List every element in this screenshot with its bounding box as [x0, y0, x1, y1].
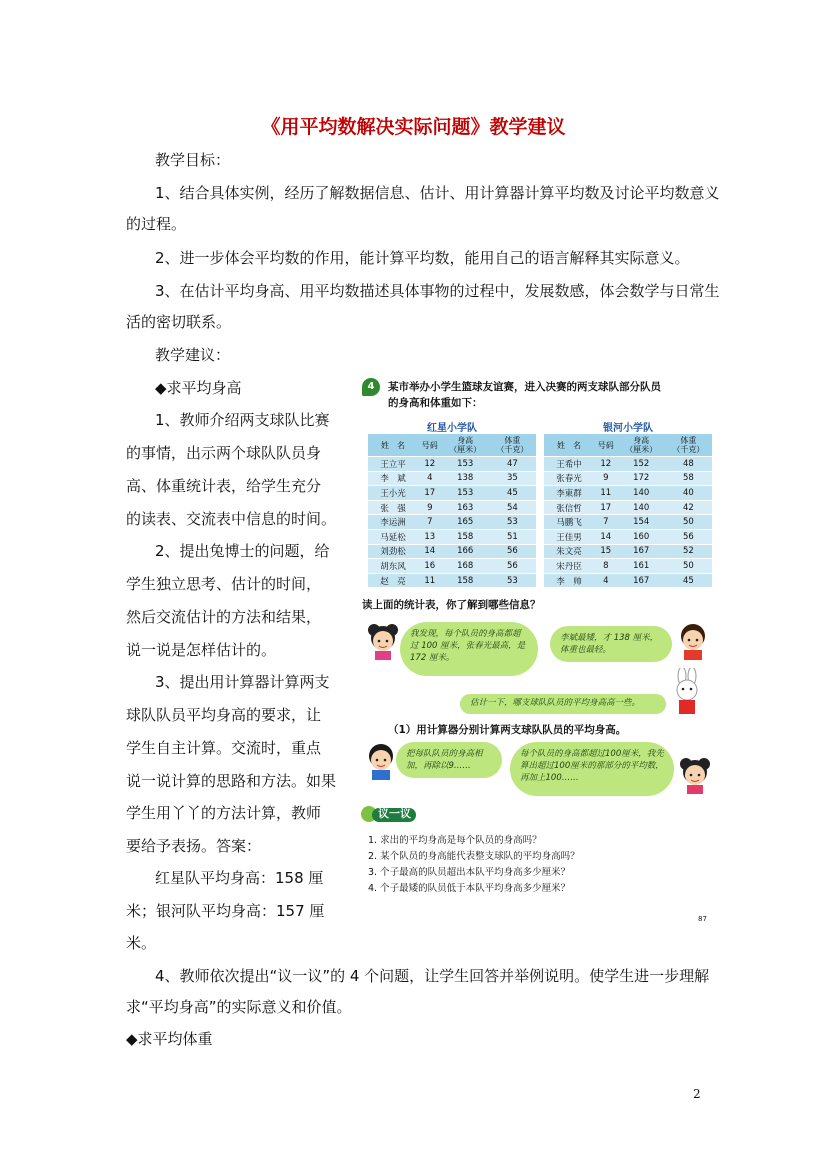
- table-cell: 172: [618, 471, 665, 486]
- table-cell: 4: [594, 573, 618, 588]
- table-cell: 马鹏飞: [544, 515, 594, 530]
- left-column-line: 高、体重统计表，给学生充分: [126, 477, 322, 495]
- left-column-line: 说一说计算的思路和方法。如果: [126, 772, 337, 790]
- table-row: [368, 515, 536, 530]
- table-cell: 8: [594, 559, 618, 574]
- left-column-line: 1、教师介绍两支球队比赛: [155, 411, 330, 429]
- column-header: 体重 （千克）: [489, 434, 536, 457]
- table-cell: 51: [489, 529, 536, 544]
- table-cell: 58: [665, 471, 712, 486]
- left-column-line: 然后交流估计的方法和结果，: [126, 608, 322, 626]
- table-cell: 56: [489, 544, 536, 559]
- figure-intro: 某市举办小学生篮球友谊赛，进入决赛的两支球队部分队员: [388, 381, 661, 393]
- discuss-question: 4. 个子最矮的队员低于本队平均身高多少厘米？: [368, 883, 571, 894]
- table-cell: 王小光: [368, 486, 418, 501]
- girl-2-avatar-icon: [678, 754, 712, 794]
- discuss-question: 2. 某个队员的身高能代表整支球队的平均身高吗？: [368, 851, 580, 862]
- table-cell: 165: [442, 515, 489, 530]
- column-header: 姓 名: [368, 434, 418, 457]
- table-cell: 35: [489, 471, 536, 486]
- table-cell: 167: [618, 544, 665, 559]
- table-cell: 138: [442, 471, 489, 486]
- left-column-line: 3、提出用计算器计算两支: [155, 673, 330, 691]
- left-column-line: 学生独立思考、估计的时间，: [126, 575, 322, 593]
- table-cell: 张信哲: [544, 500, 594, 515]
- table-cell: 56: [665, 529, 712, 544]
- table-cell: 153: [442, 457, 489, 472]
- table-cell: 14: [594, 529, 618, 544]
- table-cell: 160: [618, 529, 665, 544]
- column-header: 号码: [418, 434, 442, 457]
- table-cell: 12: [594, 457, 618, 472]
- table-row: [544, 486, 712, 501]
- table-cell: 刘劲松: [368, 544, 418, 559]
- table-cell: 李运洲: [368, 515, 418, 530]
- table-cell: 158: [442, 573, 489, 588]
- goal-3: 3、在估计平均身高、用平均数描述具体事物的过程中，发展数感，体会数学与日常生: [155, 282, 720, 300]
- example-badge: 4: [362, 378, 380, 396]
- page-number: 2: [693, 1087, 701, 1101]
- table-cell: 163: [442, 500, 489, 515]
- table-cell: 154: [618, 515, 665, 530]
- table-row: [368, 559, 536, 574]
- table-cell: 166: [442, 544, 489, 559]
- task-1: （1）用计算器分别计算两支球队队员的平均身高。: [388, 724, 627, 736]
- boy-avatar-icon: [676, 620, 710, 660]
- table-row: [544, 457, 712, 472]
- table-cell: 153: [442, 486, 489, 501]
- left-column-line: 的事情，出示两个球队队员身: [126, 444, 322, 462]
- table-cell: 王希中: [544, 457, 594, 472]
- speech-bubble-4: 把每队队员的身高相加，再除以9……: [396, 742, 502, 778]
- table-cell: 42: [665, 500, 712, 515]
- textbook-figure: [360, 376, 718, 924]
- table-row: [368, 457, 536, 472]
- table-cell: 140: [618, 486, 665, 501]
- table-cell: 47: [489, 457, 536, 472]
- table-cell: 56: [489, 559, 536, 574]
- goals-heading: 教学目标：: [155, 151, 231, 169]
- read-question: 读上面的统计表，你了解到哪些信息？: [362, 599, 541, 611]
- table-cell: 马延松: [368, 529, 418, 544]
- table-row: [544, 573, 712, 588]
- section-average-height: ◆求平均身高: [155, 379, 242, 397]
- table-cell: 张春光: [544, 471, 594, 486]
- figure-intro-cont: 的身高和体重如下：: [388, 397, 483, 409]
- table-cell: 7: [418, 515, 442, 530]
- table-cell: 45: [489, 486, 536, 501]
- table-row: [368, 529, 536, 544]
- goal-1-cont: 的过程。: [126, 215, 187, 233]
- table-cell: 11: [594, 486, 618, 501]
- table-cell: 17: [594, 500, 618, 515]
- speech-bubble-1: 我发现，每个队员的身高都超过 100 厘米，张春光最高，是 172 厘米。: [400, 622, 538, 676]
- table-cell: 王佳男: [544, 529, 594, 544]
- table-cell: 53: [489, 573, 536, 588]
- table-cell: 11: [418, 573, 442, 588]
- table-cell: 赵 亮: [368, 573, 418, 588]
- speech-bubble-3: 估计一下，哪支球队队员的平均身高高一些。: [460, 694, 666, 714]
- section-average-weight: ◆求平均体重: [126, 1030, 213, 1048]
- goal-3-cont: 活的密切联系。: [126, 313, 232, 331]
- page-title: 《用平均数解决实际问题》教学建议: [261, 116, 566, 138]
- column-header: 姓 名: [544, 434, 594, 457]
- left-column-line: 说一说是怎样估计的。: [126, 641, 277, 659]
- left-column-line: 米；银河队平均身高：157 厘: [126, 902, 325, 920]
- speech-bubble-5: 每个队员的身高都超过100厘米，我先算出超过100厘米的那部分的平均数，再加上100……: [510, 742, 674, 796]
- table-cell: 李東群: [544, 486, 594, 501]
- left-column-line: 米。: [126, 934, 157, 952]
- table-cell: 161: [618, 559, 665, 574]
- table-cell: 140: [618, 500, 665, 515]
- discuss-label: 议一议: [378, 807, 411, 820]
- table-cell: 40: [665, 486, 712, 501]
- table-red-star: [368, 418, 536, 588]
- table-cell: 12: [418, 457, 442, 472]
- table-cell: 李 斌: [368, 471, 418, 486]
- table-cell: 48: [665, 457, 712, 472]
- girl-avatar-icon: [366, 620, 400, 660]
- left-column-line: 要给予表扬。答案：: [126, 837, 262, 855]
- table-cell: 胡东风: [368, 559, 418, 574]
- table-cell: 7: [594, 515, 618, 530]
- table-row: [368, 471, 536, 486]
- left-column-line: 的读表、交流表中信息的时间。: [126, 510, 337, 528]
- table-cell: 朱文亮: [544, 544, 594, 559]
- goal-2: 2、进一步体会平均数的作用，能计算平均数，能用自己的语言解释其实际意义。: [155, 249, 690, 267]
- left-column-line: 2、提出兔博士的问题，给: [155, 542, 330, 560]
- table-cell: 宋丹臣: [544, 559, 594, 574]
- table-galaxy: [544, 418, 712, 588]
- table-cell: 张 强: [368, 500, 418, 515]
- table-row: [544, 529, 712, 544]
- column-header: 身高 （厘米）: [618, 434, 665, 457]
- book-page-number: 87: [698, 915, 707, 923]
- table-row: [544, 544, 712, 559]
- team-name: 红星小学队: [368, 418, 536, 434]
- table-cell: 167: [618, 573, 665, 588]
- table-row: [368, 544, 536, 559]
- table-cell: 54: [489, 500, 536, 515]
- table-row: [544, 515, 712, 530]
- table-cell: 168: [442, 559, 489, 574]
- table-cell: 53: [489, 515, 536, 530]
- table-cell: 9: [418, 500, 442, 515]
- left-column-line: 球队队员平均身高的要求，让: [126, 706, 322, 724]
- speech-bubble-2: 李斌最矮，才 138 厘米，体重也最轻。: [550, 626, 672, 662]
- table-cell: 4: [418, 471, 442, 486]
- table-cell: 17: [418, 486, 442, 501]
- table-row: [368, 486, 536, 501]
- left-column-line: 学生自主计算。交流时，重点: [126, 739, 322, 757]
- table-cell: 152: [618, 457, 665, 472]
- column-header: 体重 （千克）: [665, 434, 712, 457]
- rabbit-doctor-icon: [670, 668, 704, 714]
- table-cell: 13: [418, 529, 442, 544]
- table-cell: 王立平: [368, 457, 418, 472]
- discuss-question: 3. 个子最高的队员超出本队平均身高多少厘米？: [368, 867, 571, 878]
- table-row: [368, 500, 536, 515]
- point-4: 4、教师依次提出“议一议”的 4 个问题，让学生回答并举例说明。使学生进一步理解: [155, 967, 710, 985]
- left-column-line: 红星队平均身高：158 厘: [155, 869, 324, 887]
- table-cell: 50: [665, 515, 712, 530]
- table-row: [544, 500, 712, 515]
- table-cell: 9: [594, 471, 618, 486]
- table-row: [544, 471, 712, 486]
- column-header: 身高 （厘米）: [442, 434, 489, 457]
- table-row: [368, 573, 536, 588]
- table-cell: 45: [665, 573, 712, 588]
- table-cell: 50: [665, 559, 712, 574]
- table-cell: 李 帅: [544, 573, 594, 588]
- column-header: 号码: [594, 434, 618, 457]
- table-cell: 14: [418, 544, 442, 559]
- advice-heading: 教学建议：: [155, 346, 231, 364]
- table-row: [544, 559, 712, 574]
- discuss-question: 1. 求出的平均身高是每个队员的身高吗？: [368, 835, 542, 846]
- left-column-line: 学生用丫丫的方法计算，教师: [126, 804, 322, 822]
- table-cell: 52: [665, 544, 712, 559]
- point-4-cont: 求“平均身高”的实际意义和价值。: [126, 998, 352, 1016]
- table-cell: 16: [418, 559, 442, 574]
- table-cell: 15: [594, 544, 618, 559]
- boy-2-avatar-icon: [364, 740, 398, 780]
- goal-1: 1、结合具体实例，经历了解数据信息、估计、用计算器计算平均数及讨论平均数意义: [155, 184, 720, 202]
- team-name: 银河小学队: [544, 418, 712, 434]
- table-cell: 158: [442, 529, 489, 544]
